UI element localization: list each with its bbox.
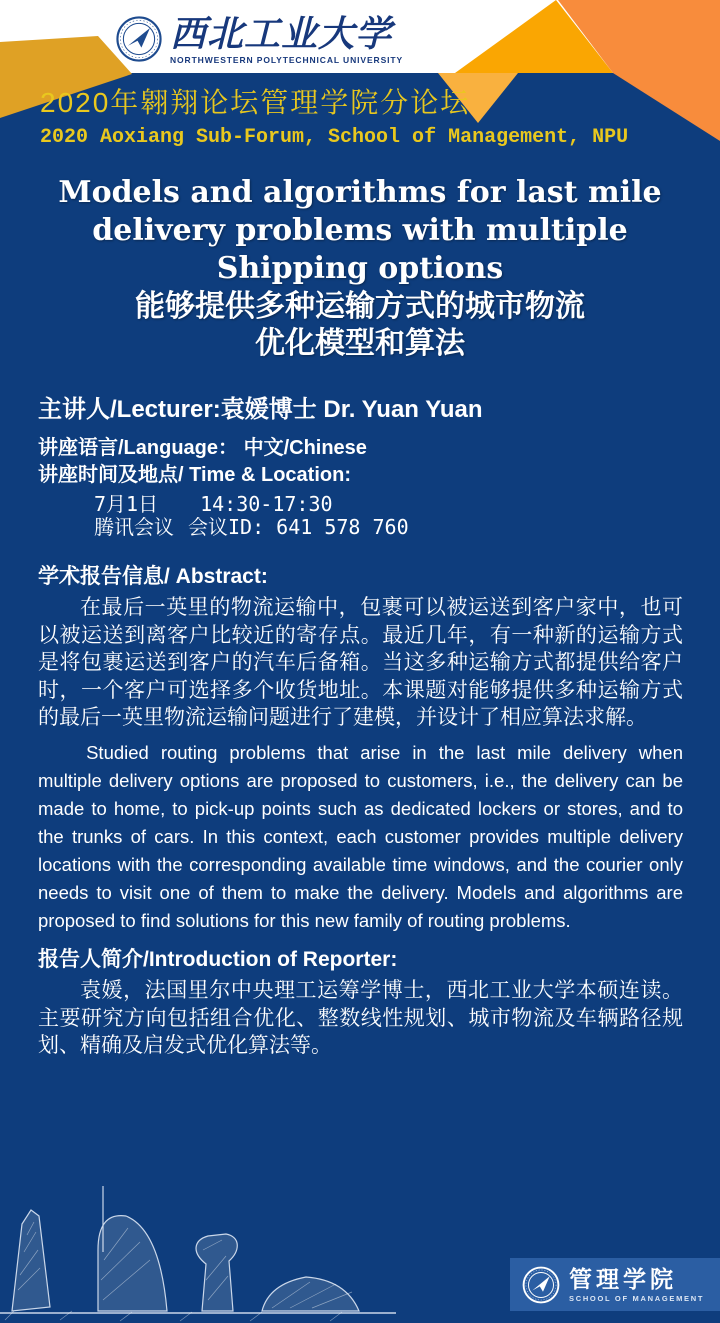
forum-title-en: 2020 Aoxiang Sub-Forum, School of Management, NPU: [40, 126, 629, 149]
lecture-title-cn-line2: 优化模型和算法: [255, 327, 465, 360]
university-name: [170, 14, 403, 65]
lecture-title-en-line3: Shipping options: [216, 251, 504, 286]
language-line: 讲座语言/Language： 中文/Chinese: [38, 437, 367, 459]
skyline-sketch: [0, 1180, 400, 1323]
meeting-id: 会议ID: 641 578 760: [188, 515, 409, 539]
lecture-title: [0, 174, 720, 362]
reporter-heading: 报告人简介/Introduction of Reporter:: [38, 948, 398, 971]
meeting-line: [38, 516, 682, 539]
school-name: [569, 1266, 704, 1303]
abstract-paragraph-en: Studied routing problems that arise in the last mile delivery when multiple delivery options are proposed to customers, i.e., the delivery can be made to home, to pick-up points such as dedicated lockers or stores, and to the trunks of cars. In this context, each customer provides multiple delivery locations with the corresponding available time windows, and the courier only needs to visit one of them to make the delivery. Models and algorithms are proposed to find solutions for this new family of routing problems.: [38, 741, 683, 931]
lecture-title-cn-line1: 能够提供多种运输方式的城市物流: [135, 290, 585, 323]
university-name-en: NORTHWESTERN POLYTECHNICAL UNIVERSITY: [170, 55, 404, 65]
lecture-title-en-line1: Models and algorithms for last mile: [58, 175, 662, 210]
school-emblem-icon: [522, 1266, 560, 1304]
school-name-cn: 管理学院: [569, 1266, 677, 1292]
university-name-cn: 西北工业大学: [170, 13, 393, 55]
lecture-title-en-line2: delivery problems with multiple: [92, 213, 628, 248]
forum-banner: [40, 86, 628, 150]
date-time-line: [38, 493, 682, 516]
lecture-date: 7月1日: [94, 492, 159, 516]
lecture-time: 14:30-17:30: [200, 492, 333, 516]
school-logo-block: [510, 1258, 720, 1311]
abstract-heading: 学术报告信息/ Abstract:: [38, 565, 268, 588]
reporter-section: [38, 946, 683, 1060]
university-logo: [116, 14, 403, 68]
abstract-section: [38, 563, 683, 935]
reporter-paragraph-cn: 袁媛，法国里尔中央理工运筹学博士，西北工业大学本硕连读。主要研究方向包括组合优化、整数线性规划、城市物流及车辆路径规划、精确及启发式优化算法等。: [38, 979, 683, 1057]
school-name-en: SCHOOL OF MANAGEMENT: [569, 1294, 705, 1303]
forum-title-cn: 2020年翱翔论坛管理学院分论坛: [40, 87, 471, 118]
lecturer-line: 主讲人/Lecturer:袁媛博士 Dr. Yuan Yuan: [38, 396, 483, 423]
abstract-paragraph-cn: 在最后一英里的物流运输中，包裹可以被运送到客户家中，也可以被运送到离客户比较近的寄存点。最近几年，有一种新的运输方式是将包裹运送到客户的汽车后备箱。当这多种运输方式都提供给客户时，一个客户可选择多个收货地址。本课题对能够提供多种运输方式的最后一英里物流运输问题进行了建模，并设计了相应算法求解。: [38, 596, 683, 729]
lecture-info: [38, 394, 682, 539]
university-emblem-icon: [116, 16, 162, 62]
time-location-label: 讲座时间及地点/ Time & Location:: [38, 464, 351, 486]
meeting-platform: 腾讯会议: [94, 515, 174, 539]
